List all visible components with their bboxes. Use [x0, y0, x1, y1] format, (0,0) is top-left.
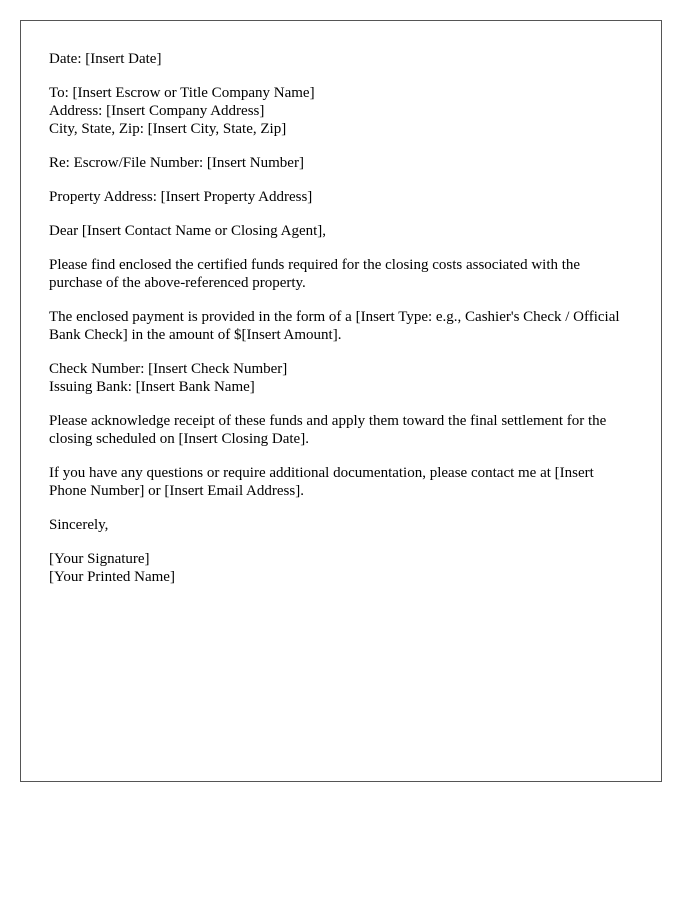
- re-text: Re: Escrow/File Number: [Insert Number]: [49, 155, 304, 171]
- check-number: Check Number: [Insert Check Number]: [49, 361, 288, 377]
- valediction: Sincerely,: [49, 517, 109, 533]
- letter-page: [20, 20, 662, 782]
- signature-block: [49, 550, 635, 586]
- printed-name: [Your Printed Name]: [49, 569, 175, 585]
- body-paragraph-3: Please acknowledge receipt of these funds and apply them toward the final settlement for the closing scheduled on [Insert Closing Date].: [49, 413, 607, 447]
- recipient-city: City, State, Zip: [Insert City, State, Zip]: [49, 121, 287, 137]
- re-line: [49, 154, 635, 172]
- recipient-address: Address: [Insert Company Address]: [49, 103, 265, 119]
- date-line: [49, 50, 635, 68]
- body-paragraph-1: Please find enclosed the certified funds required for the closing costs associated with the purchase of the above-referenced property.: [49, 257, 581, 291]
- signature: [Your Signature]: [49, 551, 150, 567]
- check-details: [49, 360, 635, 396]
- salutation: Dear [Insert Contact Name or Closing Agent],: [49, 223, 327, 239]
- issuing-bank: Issuing Bank: [Insert Bank Name]: [49, 379, 255, 395]
- recipient-block: [49, 84, 635, 138]
- property-address-line: [49, 188, 635, 206]
- date-text: Date: [Insert Date]: [49, 51, 162, 67]
- property-address-text: Property Address: [Insert Property Address]: [49, 189, 313, 205]
- body-paragraph-2: The enclosed payment is provided in the form of a [Insert Type: e.g., Cashier's Check / Official Bank Check] in the amount of $[Insert Amount].: [49, 309, 620, 343]
- recipient-to: To: [Insert Escrow or Title Company Name]: [49, 85, 315, 101]
- body-paragraph-4: If you have any questions or require additional documentation, please contact me at [Insert Phone Number] or [Insert Email Address].: [49, 465, 594, 499]
